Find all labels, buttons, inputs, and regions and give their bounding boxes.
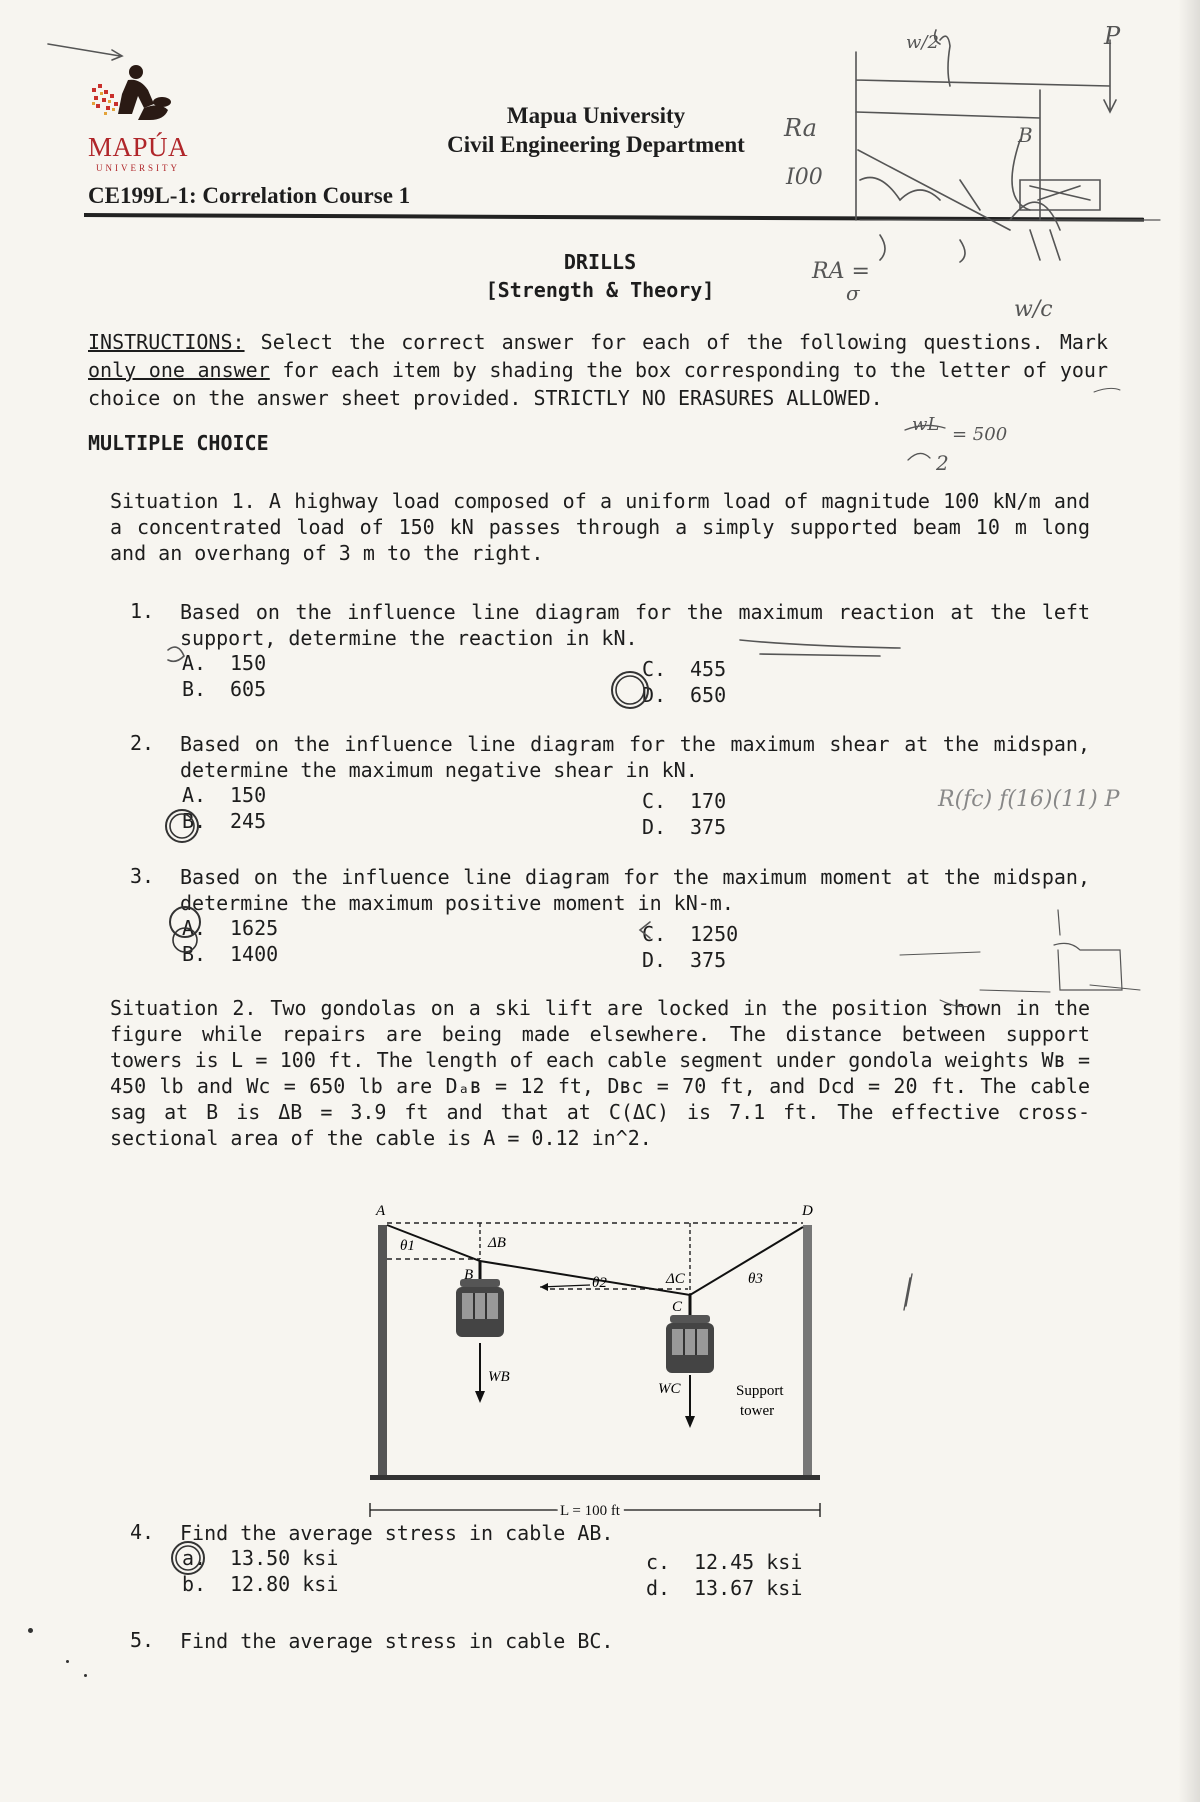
option-d: d. 13.67 ksi — [646, 1576, 803, 1600]
option-c: C. 170 — [642, 789, 727, 813]
question-number: 3. — [130, 864, 155, 888]
hand-wc: w/c — [1014, 297, 1053, 322]
label-b: B — [464, 1267, 474, 1283]
ground-line — [370, 1475, 820, 1480]
option-a: A. 1625 — [182, 916, 279, 940]
label-d: D — [802, 1203, 813, 1219]
tower-right — [803, 1225, 812, 1477]
hand-p: P — [1104, 22, 1121, 50]
hand-sigma: σ — [846, 281, 860, 305]
option-d: D. 375 — [642, 815, 727, 839]
instructions-emphasis: only one answer — [88, 358, 270, 382]
label-a: A — [376, 1203, 386, 1219]
question-number: 5. — [130, 1628, 155, 1652]
question-text: Based on the influence line diagram for the maximum reaction at the left support, determine the reaction in kN. — [180, 600, 1090, 650]
option-c: c. 12.45 ksi — [646, 1550, 803, 1574]
label-c: C — [672, 1299, 683, 1315]
logo-subtitle: UNIVERSITY — [96, 163, 180, 173]
option-c: C. 455 — [642, 657, 727, 681]
label-theta1: θ1 — [400, 1238, 415, 1254]
scan-speck — [84, 1674, 87, 1677]
option-a: a. 13.50 ksi — [182, 1546, 339, 1570]
question-3 — [130, 864, 1090, 974]
course-title: CE199L-1: Correlation Course 1 — [88, 183, 411, 208]
label-delta-c: ΔC — [666, 1271, 685, 1287]
option-a: A. 150 — [182, 651, 267, 675]
question-number: 1. — [130, 599, 155, 623]
question-4 — [130, 1520, 1090, 1600]
label-theta3: θ3 — [748, 1271, 763, 1287]
option-b: B. 245 — [182, 809, 267, 833]
instructions-text-a: Select the correct answer for each of the following questions. Mark — [244, 330, 1108, 354]
option-b: B. 1400 — [182, 942, 279, 966]
situation-1: Situation 1. A highway load composed of a uniform load of magnitude 100 kN/m and a concentrated load of 150 kN passes through a simply supported beam 10 m long and an overhang of 3 m to the right. — [110, 489, 1090, 565]
title-line-2: [Strength & Theory] — [485, 278, 715, 302]
question-text: Find the average stress in cable BC. — [180, 1629, 614, 1653]
label-support: Support — [736, 1383, 784, 1399]
label-theta2: θ2 — [592, 1275, 607, 1291]
department-name: Civil Engineering Department — [447, 132, 745, 157]
option-c: C. 1250 — [642, 922, 739, 946]
instructions-label: INSTRUCTIONS: — [88, 330, 245, 354]
question-2 — [130, 731, 1090, 841]
instructions — [88, 328, 1108, 412]
hand-ra: Ra — [784, 114, 817, 142]
question-5 — [130, 1628, 1090, 1658]
hand-note: R(fc) f(16)(11) P — [938, 787, 1120, 812]
label-tower: tower — [740, 1403, 775, 1419]
tower-left — [378, 1225, 387, 1477]
question-number: 2. — [130, 731, 155, 755]
university-name: Mapua University — [506, 103, 686, 128]
hand-w-over-2: w/2 — [906, 32, 939, 53]
option-b: b. 12.80 ksi — [182, 1572, 339, 1596]
option-b: B. 605 — [182, 677, 267, 701]
gondola-cable-figure — [360, 1195, 840, 1519]
hand-ra-eq: RA = — [812, 259, 870, 284]
label-span: L = 100 ft — [560, 1503, 620, 1519]
label-wb: WB — [488, 1369, 510, 1385]
question-text: Find the average stress in cable AB. — [180, 1521, 614, 1545]
question-text: Based on the influence line diagram for the maximum moment at the midspan, determine the maximum positive moment in kN-m. — [180, 865, 1090, 915]
scan-speck — [66, 1660, 69, 1663]
situation-2: Situation 2. Two gondolas on a ski lift are locked in the position shown in the figure while repairs are being made elsewhere. The distance between support towers is L = 100 ft. The length of each cable segment under gondola weights Wʙ = 450 lb and Wc = 650 lb are Dₐʙ = 12 ft, Dʙc = 70 ft, and Dcd = 20 ft. The cable sag at B is ΔB = 3.9 ft and that at C(ΔC) is 7.1 ft. The effective cross-sectional area of the cable is A = 0.12 in^2. — [110, 996, 1090, 1150]
hand-b: B — [1018, 123, 1033, 147]
logo-wordmark: MAPÚA — [88, 132, 189, 162]
page-edge-shadow — [1178, 0, 1200, 1802]
document-title — [420, 248, 780, 304]
label-wc: WC — [658, 1381, 681, 1397]
title-line-1: DRILLS — [563, 250, 637, 274]
university-heading — [440, 101, 752, 159]
hand-i00: I00 — [786, 165, 823, 190]
hand-wl: wL — [912, 414, 940, 435]
option-d: D. 650 — [642, 683, 727, 707]
label-delta-b: ΔB — [488, 1235, 506, 1251]
question-text: Based on the influence line diagram for the maximum shear at the midspan, determine the maximum negative shear in kN. — [180, 732, 1090, 782]
option-d: D. 375 — [642, 948, 727, 972]
scan-speck — [28, 1628, 33, 1633]
instructions-text-b: for each item by shading the box corresponding to the letter of your choice on the answer sheet provided. STRICTLY NO ERASURES ALLOWED. — [88, 358, 1108, 410]
question-number: 4. — [130, 1520, 155, 1544]
section-heading: MULTIPLE CHOICE — [88, 431, 269, 455]
option-a: A. 150 — [182, 783, 267, 807]
question-1 — [130, 599, 1090, 709]
hand-wl-eq: = 500 — [952, 424, 1008, 445]
hand-wl-2: 2 — [936, 451, 949, 475]
